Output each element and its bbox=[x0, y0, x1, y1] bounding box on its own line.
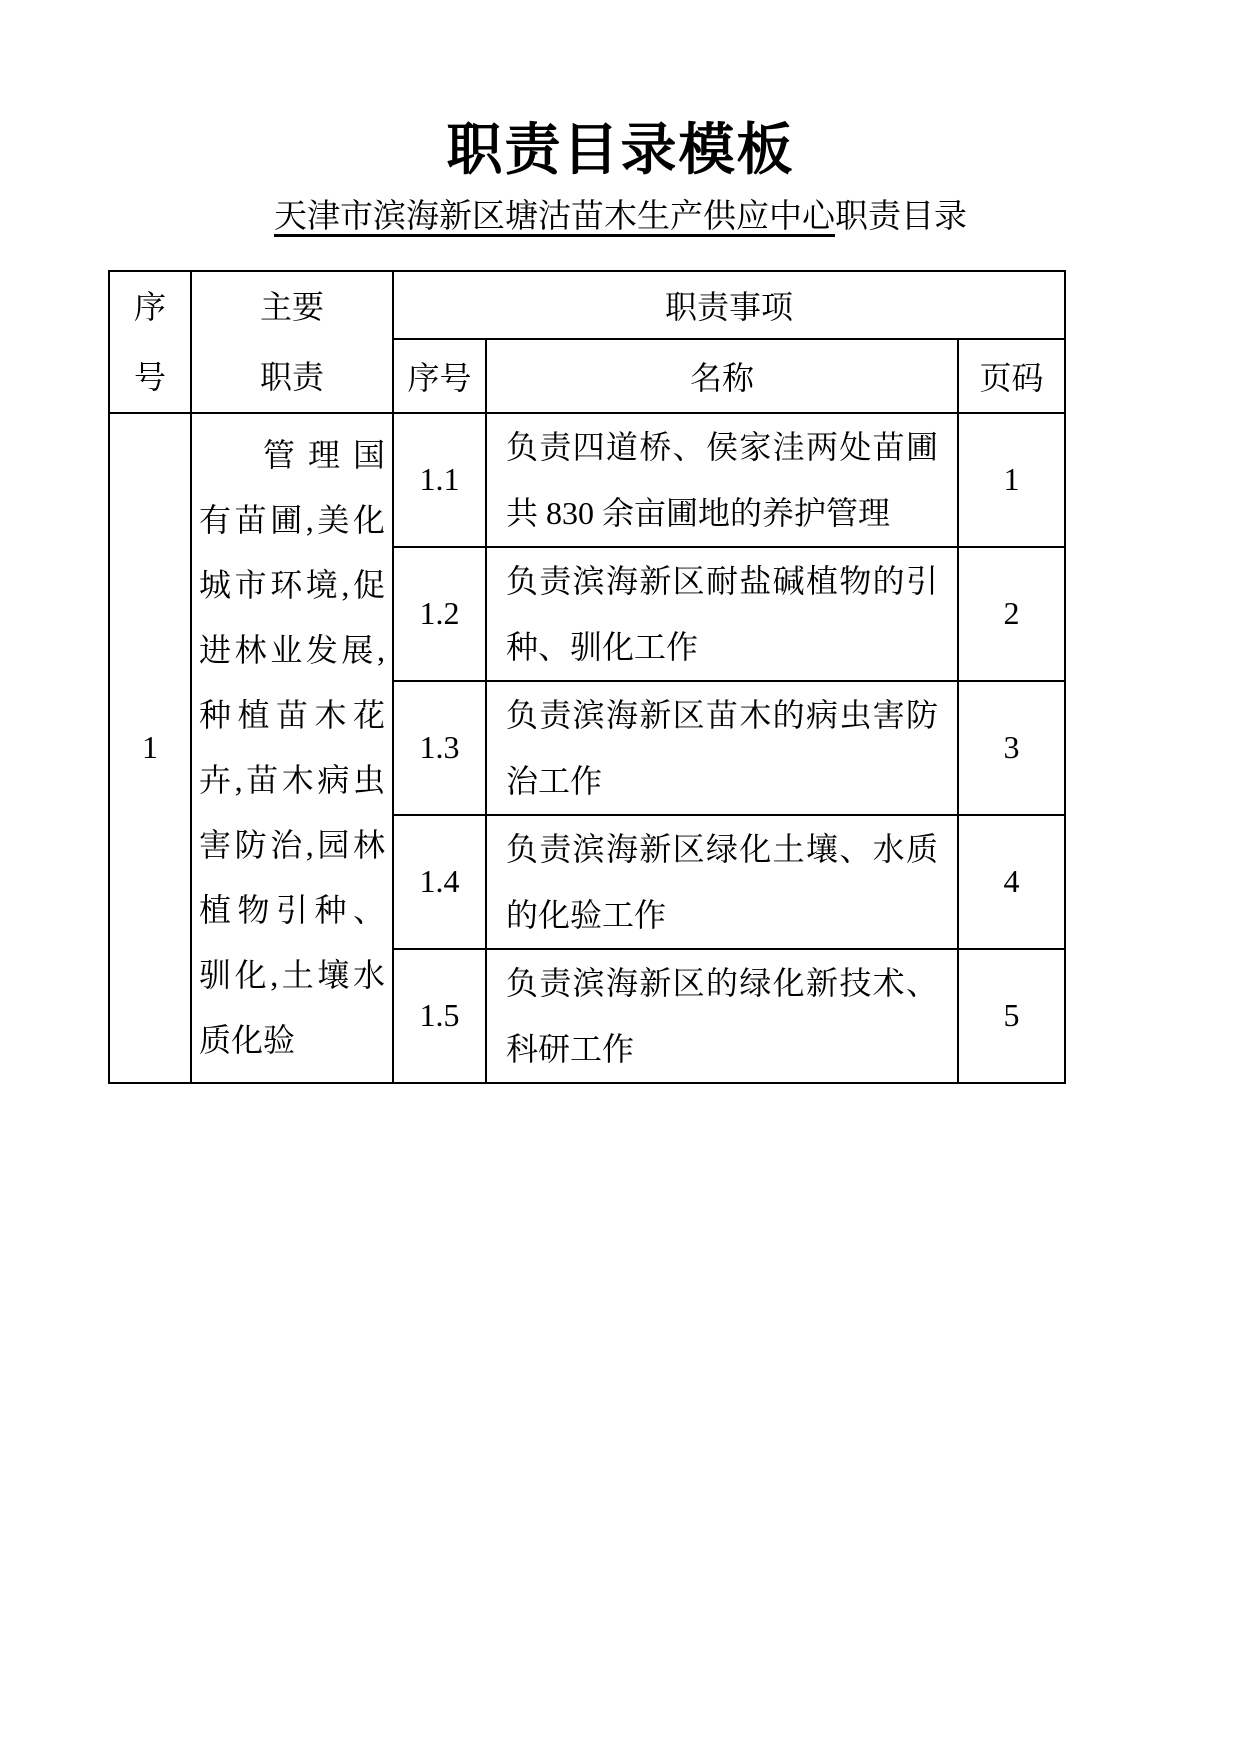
item-page-number: 4 bbox=[958, 815, 1065, 949]
item-name-cell bbox=[486, 547, 958, 681]
table-row bbox=[109, 413, 1065, 547]
item-page-number: 2 bbox=[958, 547, 1065, 681]
item-name: 负责四道桥、侯家洼两处苗圃共 830 余亩圃地的养护管理 bbox=[506, 428, 938, 531]
main-duty-cell bbox=[191, 413, 393, 1083]
item-name: 负责滨海新区绿化土壤、水质的化验工作 bbox=[506, 830, 938, 933]
item-page-number: 5 bbox=[958, 949, 1065, 1083]
header-seq-label: 序号 bbox=[133, 288, 166, 395]
header-sub-name-label: 名称 bbox=[486, 339, 958, 413]
item-name-cell bbox=[486, 681, 958, 815]
item-no: 1.4 bbox=[393, 815, 486, 949]
subtitle-plain-text: 职责目录 bbox=[835, 199, 967, 236]
main-duty-text: 管理国有苗圃,美化城市环境,促进林业发展,种植苗木花卉,苗木病虫害防治,园林植物引种、驯化,土壤水质化验 bbox=[199, 436, 385, 1058]
header-cell-seq bbox=[109, 271, 191, 413]
header-cell-main-duty bbox=[191, 271, 393, 413]
item-no: 1.1 bbox=[393, 413, 486, 547]
item-page-number: 3 bbox=[958, 681, 1065, 815]
duty-catalog-table bbox=[108, 270, 1066, 1084]
row-seq-number: 1 bbox=[109, 413, 191, 1083]
subtitle-underlined-text: 天津市滨海新区塘沽苗木生产供应中心 bbox=[274, 199, 835, 236]
header-sub-seq-label: 序号 bbox=[393, 339, 486, 413]
header-duty-items-label: 职责事项 bbox=[393, 271, 1065, 339]
item-name-cell bbox=[486, 815, 958, 949]
document-subtitle bbox=[0, 198, 1241, 238]
item-page-number: 1 bbox=[958, 413, 1065, 547]
header-sub-page-label: 页码 bbox=[958, 339, 1065, 413]
item-no: 1.3 bbox=[393, 681, 486, 815]
item-name: 负责滨海新区苗木的病虫害防治工作 bbox=[506, 696, 938, 799]
item-no: 1.5 bbox=[393, 949, 486, 1083]
item-name-cell bbox=[486, 413, 958, 547]
header-main-duty-label: 主要职责 bbox=[259, 288, 324, 395]
item-name: 负责滨海新区的绿化新技术、科研工作 bbox=[506, 964, 938, 1067]
item-name-cell bbox=[486, 949, 958, 1083]
item-name: 负责滨海新区耐盐碱植物的引种、驯化工作 bbox=[506, 562, 938, 665]
item-no: 1.2 bbox=[393, 547, 486, 681]
page-title: 职责目录模板 bbox=[446, 118, 795, 181]
table-header-row-1 bbox=[109, 271, 1065, 339]
